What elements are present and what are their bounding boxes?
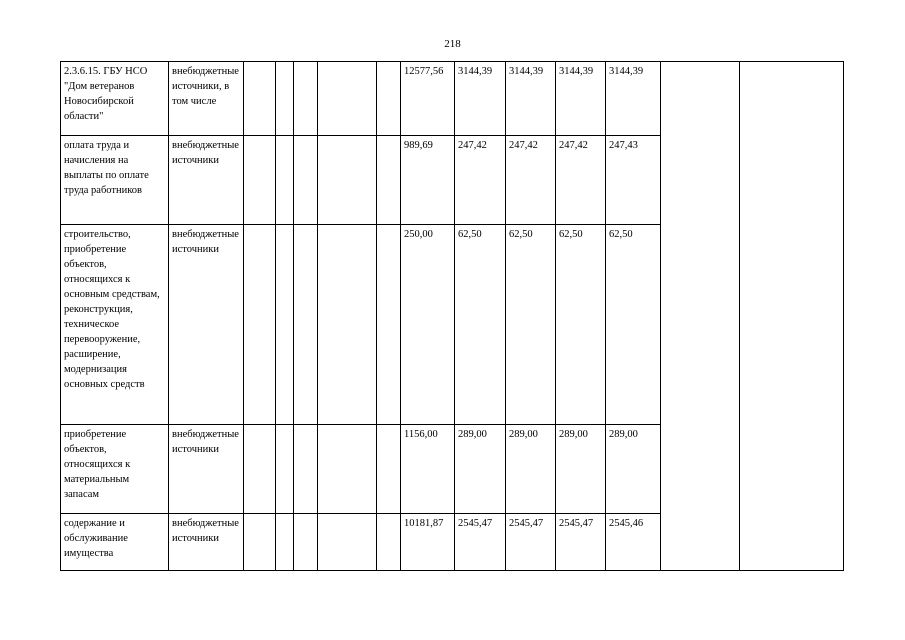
empty-cell [294, 136, 318, 225]
empty-cell [244, 425, 276, 514]
year3-value: 289,00 [556, 425, 606, 514]
total-value: 10181,87 [401, 514, 455, 571]
total-value: 12577,56 [401, 62, 455, 136]
total-value: 250,00 [401, 225, 455, 425]
year2-value: 247,42 [506, 136, 556, 225]
year1-value: 62,50 [455, 225, 506, 425]
empty-cell [294, 514, 318, 571]
year1-value: 289,00 [455, 425, 506, 514]
empty-cell [318, 425, 377, 514]
empty-cell [294, 425, 318, 514]
page-number: 218 [444, 38, 461, 50]
measure-name: 2.3.6.15. ГБУ НСО "Дом ветеранов Новосибирской области" [61, 62, 169, 136]
year4-value: 289,00 [606, 425, 661, 514]
year4-value: 3144,39 [606, 62, 661, 136]
total-value: 989,69 [401, 136, 455, 225]
measure-name: строительство, приобретение объектов, относящихся к основным средствам, реконструкция, техническое перевооружение, расширение, модернизация основных средств [61, 225, 169, 425]
empty-cell [276, 136, 294, 225]
table-row [61, 62, 844, 136]
measure-name: содержание и обслуживание имущества [61, 514, 169, 571]
total-value: 1156,00 [401, 425, 455, 514]
empty-cell [377, 514, 401, 571]
year3-value: 2545,47 [556, 514, 606, 571]
measure-name: приобретение объектов, относящихся к материальным запасам [61, 425, 169, 514]
empty-cell [377, 225, 401, 425]
funding-source: внебюджетные источники [169, 514, 244, 571]
empty-cell [318, 62, 377, 136]
funding-source: внебюджетные источники [169, 136, 244, 225]
empty-cell [244, 225, 276, 425]
year3-value: 3144,39 [556, 62, 606, 136]
empty-cell [377, 136, 401, 225]
year1-value: 2545,47 [455, 514, 506, 571]
empty-cell [318, 225, 377, 425]
empty-cell [244, 62, 276, 136]
empty-cell [276, 425, 294, 514]
year2-value: 62,50 [506, 225, 556, 425]
year4-value: 2545,46 [606, 514, 661, 571]
year2-value: 2545,47 [506, 514, 556, 571]
empty-cell [294, 62, 318, 136]
result-cell [740, 62, 844, 571]
year3-value: 247,42 [556, 136, 606, 225]
funding-source: внебюджетные источники, в том числе [169, 62, 244, 136]
year2-value: 3144,39 [506, 62, 556, 136]
empty-cell [318, 136, 377, 225]
empty-cell [318, 514, 377, 571]
year1-value: 3144,39 [455, 62, 506, 136]
empty-cell [244, 514, 276, 571]
empty-cell [377, 62, 401, 136]
year4-value: 247,43 [606, 136, 661, 225]
funding-source: внебюджетные источники [169, 425, 244, 514]
year4-value: 62,50 [606, 225, 661, 425]
measure-name: оплата труда и начисления на выплаты по оплате труда работников [61, 136, 169, 225]
empty-cell [377, 425, 401, 514]
empty-cell [276, 514, 294, 571]
year1-value: 247,42 [455, 136, 506, 225]
year3-value: 62,50 [556, 225, 606, 425]
budget-table [60, 61, 844, 571]
executor-cell [661, 62, 740, 571]
funding-source: внебюджетные источники [169, 225, 244, 425]
empty-cell [244, 136, 276, 225]
empty-cell [276, 62, 294, 136]
empty-cell [276, 225, 294, 425]
year2-value: 289,00 [506, 425, 556, 514]
empty-cell [294, 225, 318, 425]
